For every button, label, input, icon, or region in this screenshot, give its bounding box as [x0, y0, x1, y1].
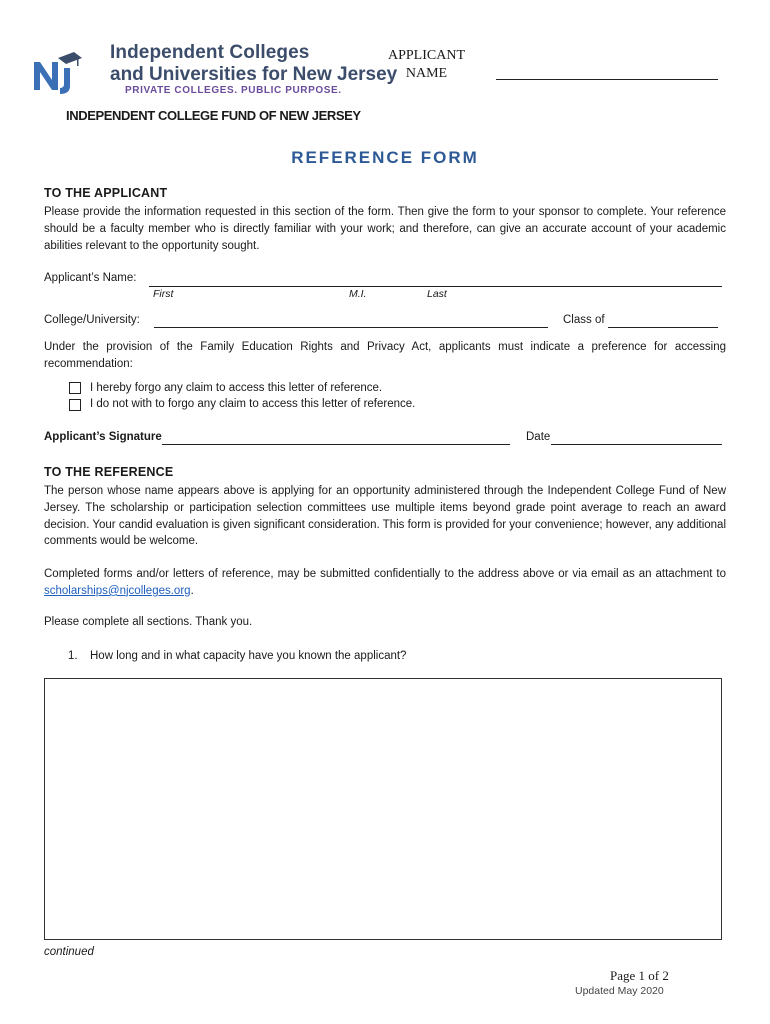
thanks-text: Please complete all sections. Thank you.	[44, 616, 253, 628]
org-name-line2: and Universities for New Jersey	[110, 64, 398, 85]
reference-instructions: The person whose name appears above is applying for an opportunity administered through the Independent College Fund of New Jersey. The scholarship or participation selection committees use multiple items beyond grade point average to reach an award decision. Your candid evaluation is given significant consideration. This form is provided for your convenience; however, any additional comments would be welcome.	[44, 485, 726, 548]
question-1-text: How long and in what capacity have you known the applicant?	[90, 650, 407, 662]
fund-name: INDEPENDENT COLLEGE FUND OF NEW JERSEY	[66, 108, 361, 123]
org-tagline: PRIVATE COLLEGES. PUBLIC PURPOSE.	[125, 85, 342, 96]
college-input[interactable]	[154, 327, 548, 328]
form-title: REFERENCE FORM	[291, 148, 479, 167]
signature-input[interactable]	[162, 444, 510, 445]
class-of-label: Class of	[563, 314, 605, 326]
applicant-name-label-field: Applicant’s Name:	[44, 272, 137, 284]
org-name-line1: Independent Colleges	[110, 42, 310, 63]
middle-initial-caption: M.I.	[349, 288, 367, 300]
first-name-caption: First	[153, 288, 174, 300]
continued-note: continued	[44, 946, 94, 958]
submission-instructions: Completed forms and/or letters of reference, may be submitted confidentially to the address above or via email as an attachment to scholarships@njcolleges.org.	[44, 568, 726, 597]
ferpa-notice: Under the provision of the Family Education Rights and Privacy Act, applicants must indicate a preference for accessing recommendation:	[44, 341, 726, 370]
applicant-name-label: APPLICANT NAME	[388, 48, 466, 81]
forgo-access-label: I hereby forgo any claim to access this letter of reference.	[90, 382, 383, 394]
not-forgo-access-checkbox[interactable]	[69, 399, 81, 411]
reference-section-heading: TO THE REFERENCE	[44, 465, 174, 479]
signature-label: Applicant’s Signature	[44, 431, 162, 443]
not-forgo-access-label: I do not with to forgo any claim to access this letter of reference.	[90, 398, 416, 410]
email-link[interactable]: scholarships@njcolleges.org	[44, 584, 191, 597]
college-label: College/University:	[44, 314, 140, 326]
njicu-logo	[32, 50, 82, 94]
applicant-name-input[interactable]	[149, 286, 722, 287]
last-name-caption: Last	[427, 288, 447, 300]
forgo-access-checkbox[interactable]	[69, 382, 81, 394]
date-input[interactable]	[551, 444, 722, 445]
question-1-number: 1.	[68, 650, 78, 662]
updated-date: Updated May 2020	[575, 985, 664, 997]
date-label: Date	[526, 431, 551, 443]
page-number: Page 1 of 2	[610, 968, 669, 983]
question-1-answer-box[interactable]	[44, 678, 722, 940]
class-of-input[interactable]	[608, 327, 718, 328]
applicant-name-header-field[interactable]	[496, 79, 718, 80]
applicant-section-heading: TO THE APPLICANT	[44, 186, 168, 200]
applicant-instructions: Please provide the information requested in this section of the form. Then give the form to your sponsor to complete. Your reference should be a faculty member who is directly familiar with your work; and therefore, can give an accurate account of your academic abilities relevant to the opportunity sought.	[44, 206, 726, 252]
